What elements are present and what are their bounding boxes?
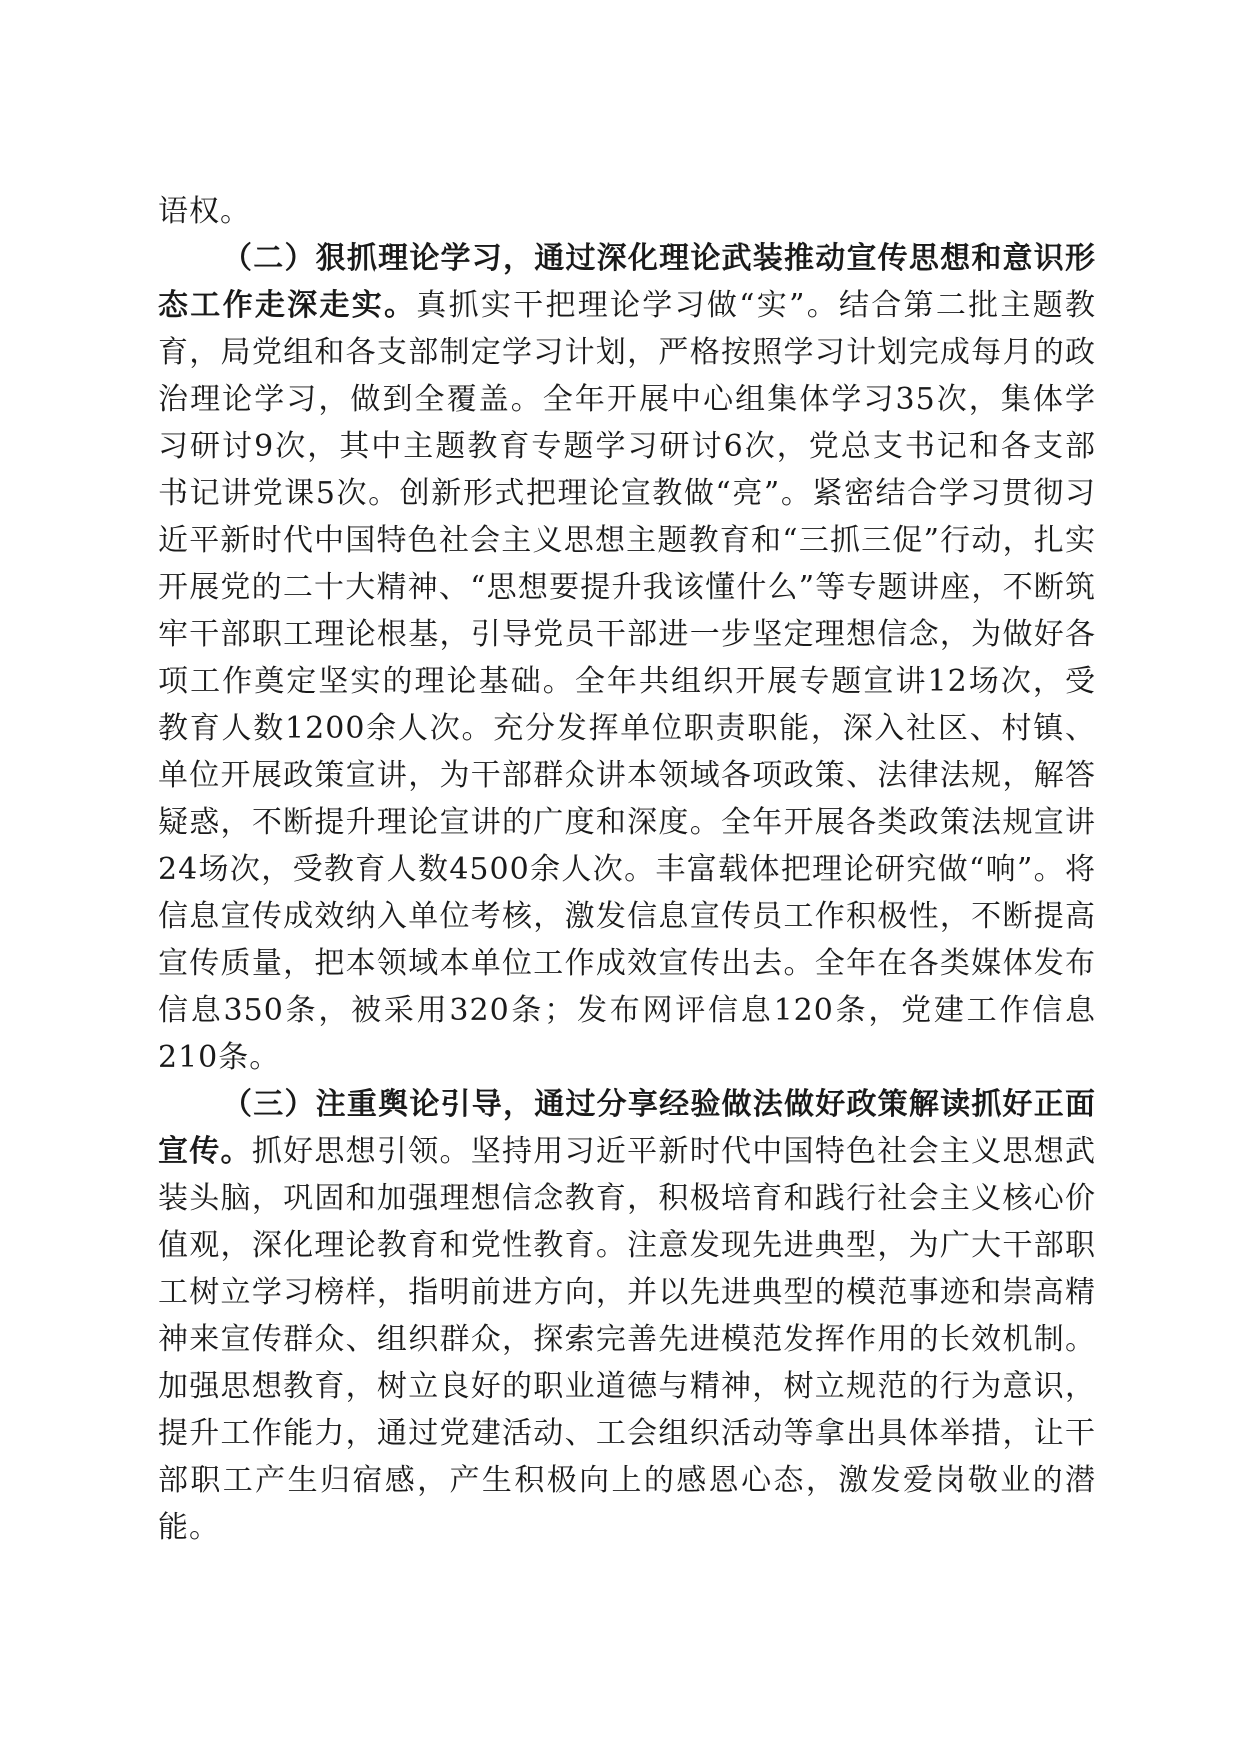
paragraph-body: 真抓实干把理论学习做“实”。结合第二批主题教育，局党组和各支部制定学习计划，严格按照学习计划完成每月的政治理论学习，做到全覆盖。全年开展中心组集体学习35次，集体学习研讨9次，其中主题教育专题学习研讨6次，党总支书记和各支部书记讲党课5次。创新形式把理论宣教做“亮”。紧密结合学习贯彻习近平新时代中国特色社会主义思想主题教育和“三抓三促”行动，扎实开展党的二十大精神、“思想要提升我该懂什么”等专题讲座，不断筑牢干部职工理论根基，引导党员干部进一步坚定理想信念，为做好各项工作奠定坚实的理论基础。全年共组织开展专题宣讲12场次，受教育人数1200余人次。充分发挥单位职责职能，深入社区、村镇、单位开展政策宣讲，为干部群众讲本领域各项政策、法律法规，解答疑惑，不断提升理论宣讲的广度和深度。全年开展各类政策法规宣讲24场次，受教育人数4500余人次。丰富载体把理论研究做“响”。将信息宣传成效纳入单位考核，激发信息宣传员工作积极性，不断提高宣传质量，把本领域本单位工作成效宣传出去。全年在各类媒体发布信息350条，被采用320条；发布网评信息120条，党建工作信息210条。 [158,288,1096,1075]
document-body [158,188,1096,1551]
paragraph-body: 抓好思想引领。坚持用习近平新时代中国特色社会主义思想武装头脑，巩固和加强理想信念教育，积极培育和践行社会主义核心价值观，深化理论教育和党性教育。注意发现先进典型，为广大干部职工树立学习榜样，指明前进方向，并以先进典型的模范事迹和崇高精神来宣传群众、组织群众，探索完善先进模范发挥作用的长效机制。加强思想教育，树立良好的职业道德与精神，树立规范的行为意识，提升工作能力，通过党建活动、工会组织活动等拿出具体举措，让干部职工产生归宿感，产生积极向上的感恩心态，激发爱岗敬业的潜能。 [158,1134,1096,1545]
section-heading-2: （二）狠抓理论学习，通过深化理论武装推动宣传思想和意识形态工作走深走实。 [158,241,1096,323]
section-heading-3: （三）注重舆论引导，通过分享经验做法做好政策解读抓好正面宣传。 [158,1087,1096,1169]
paragraph-section-3 [158,1081,1096,1551]
paragraph-section-2 [158,235,1096,1081]
paragraph-continuation [158,188,1096,235]
paragraph-body: 语权。 [158,194,251,229]
